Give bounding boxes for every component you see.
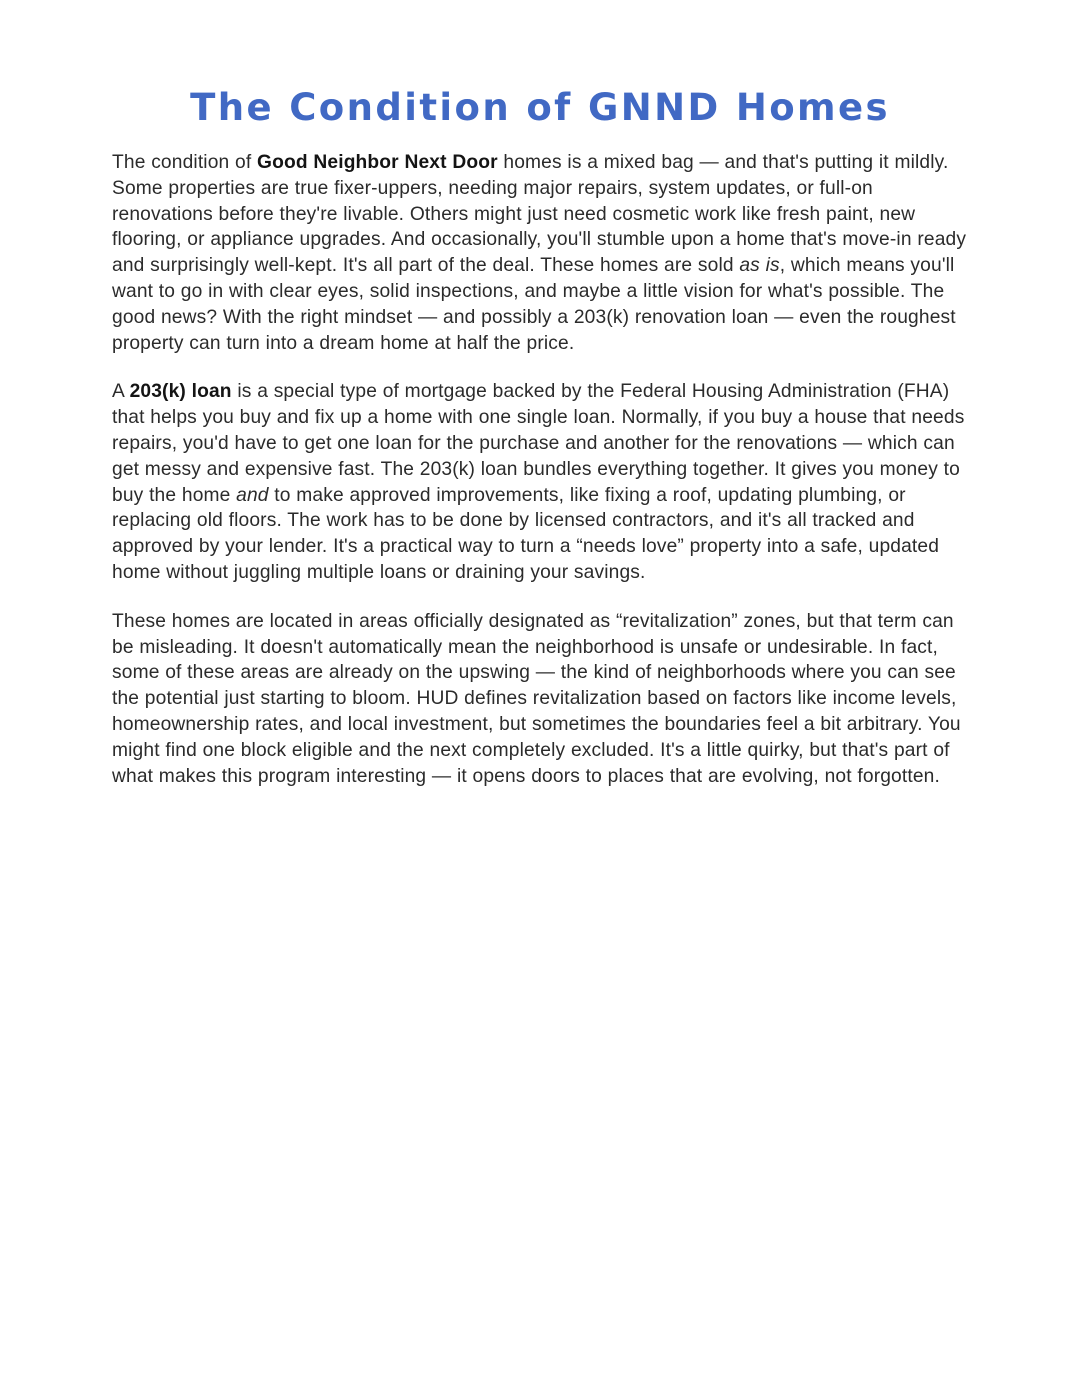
page-title: The Condition of GNND Homes — [190, 85, 890, 129]
document-body — [112, 150, 970, 789]
emphasis-italic: as is — [739, 255, 780, 277]
emphasis-italic: and — [236, 484, 269, 506]
text-run: These homes are located in areas officially designated as “revitalization” zones, but that term can be misleading. It doesn't automatically mean the neighborhood is unsafe or undesirable. In fact, some of these areas are already on the upswing — the kind of neighborhoods where you can see the potential just starting to bloom. HUD defines revitalization based on factors like income levels, homeownership rates, and local investment, but sometimes the boundaries feel a bit arbitrary. You might find one block eligible and the next completely excluded. It's a little quirky, but that's part of what makes this program interesting — it opens doors to places that are evolving, not forgotten. — [112, 610, 961, 787]
text-run: to make approved improvements, like fixing a roof, updating plumbing, or replacing old floors. The work has to be done by licensed contractors, and it's all tracked and approved by your lender. It's a practical way to turn a “needs love” property into a safe, updated home without juggling multiple loans or draining your savings. — [112, 484, 940, 583]
text-run: The condition of — [112, 152, 258, 173]
emphasis-bold: Good Neighbor Next Door — [257, 152, 498, 173]
emphasis-bold: 203(k) loan — [129, 381, 232, 403]
text-run: , which means you'll want to go in with clear eyes, solid inspections, and maybe a little vision for what's possible. The good news? With the right mindset — and possibly a 203(k) renovation loan — even the roughest property can turn into a dream home at half the price. — [112, 255, 956, 354]
paragraph — [112, 609, 970, 790]
paragraph — [112, 150, 970, 356]
text-run: A — [112, 381, 130, 403]
text-run: homes is a mixed bag — and that's putting it mildly. Some properties are true fixer-uppers, needing major repairs, system updates, or full-on renovations before they're livable. Others might just need cosmetic work like fresh paint, new flooring, or appliance upgrades. And occasionally, you'll stumble upon a home that's move-in ready and surprisingly well-kept. It's all part of the deal. These homes are sold — [112, 152, 967, 277]
paragraph — [112, 379, 970, 585]
text-run: is a special type of mortgage backed by the Federal Housing Administration (FHA) that helps you buy and fix up a home with one single loan. Normally, if you buy a house that needs repairs, you'd have to get one loan for the purchase and another for the renovations — which can get messy and expensive fast. The 203(k) loan bundles everything together. It gives you money to buy the home — [112, 381, 965, 506]
